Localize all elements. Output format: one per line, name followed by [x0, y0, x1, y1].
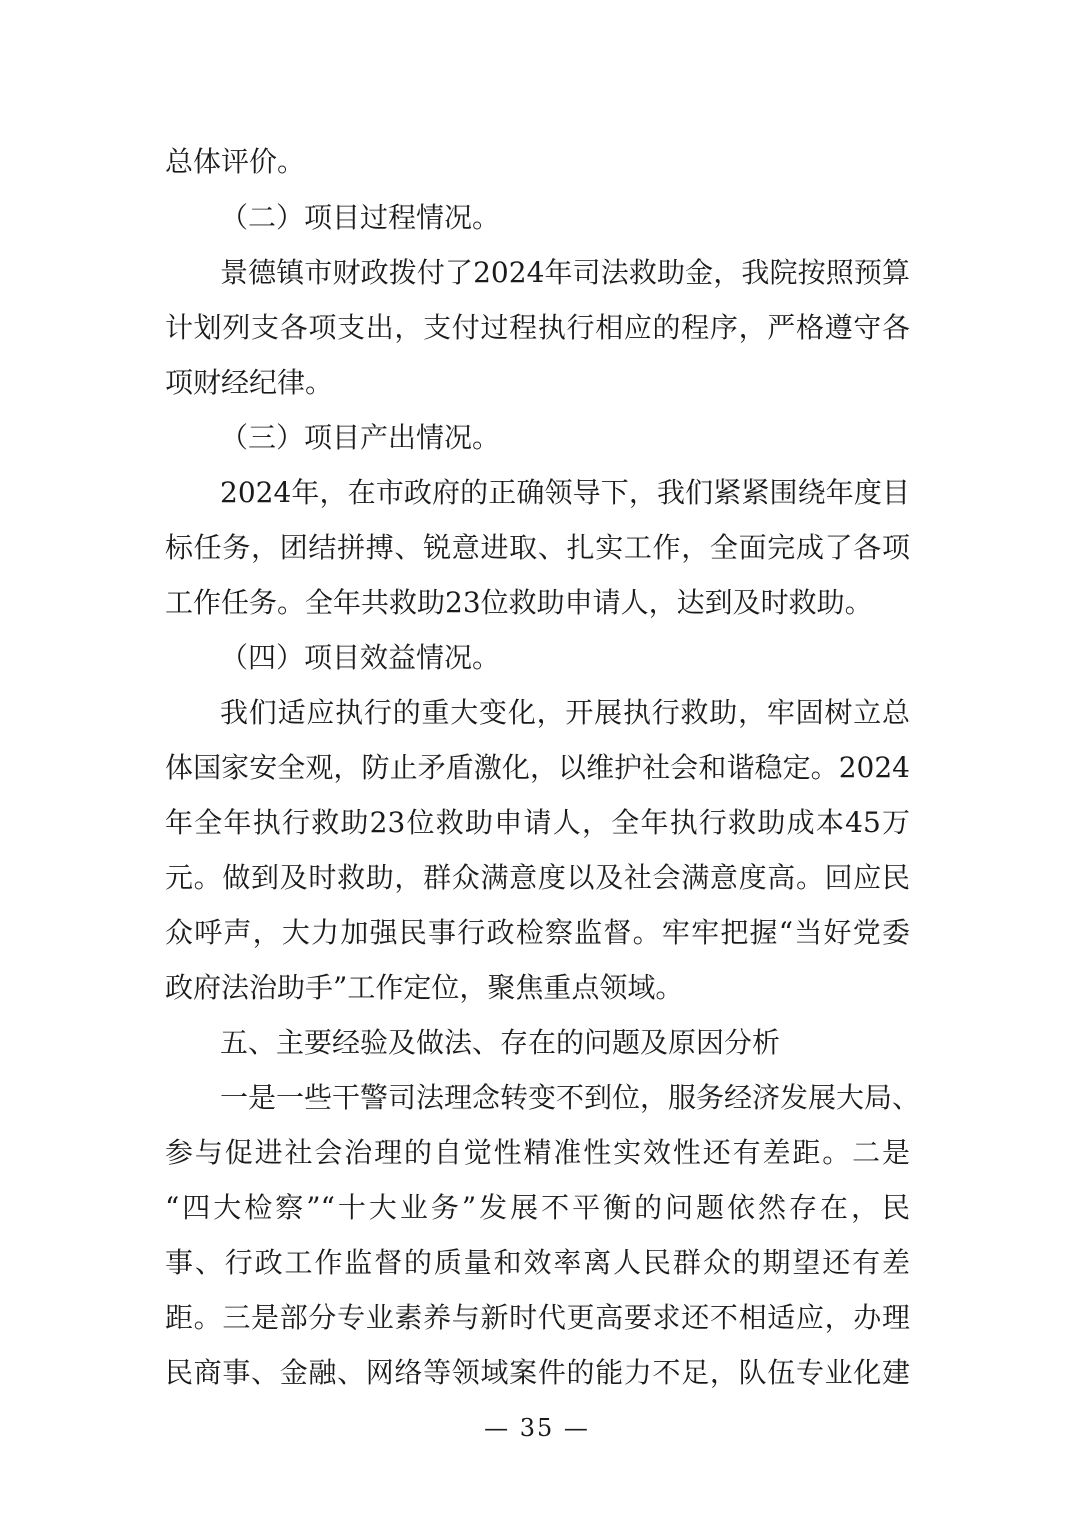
paragraph-line: 标任务，团结拼搏、锐意进取、扎实工作，全面完成了各项 — [165, 531, 910, 564]
paragraph-line: 政府法治助手”工作定位，聚焦重点领域。 — [165, 971, 684, 1004]
section-heading: （二）项目过程情况。 — [220, 201, 501, 234]
paragraph-line: 距。三是部分专业素养与新时代更高要求还不相适应，办理 — [165, 1301, 910, 1334]
paragraph-line: 工作任务。全年共救助23位救助申请人，达到及时救助。 — [165, 586, 873, 619]
paragraph-line: 我们适应执行的重大变化，开展执行救助，牢固树立总 — [220, 696, 910, 729]
paragraph-line: 元。做到及时救助，群众满意度以及社会满意度高。回应民 — [165, 861, 910, 894]
paragraph-line: 事、行政工作监督的质量和效率离人民群众的期望还有差 — [165, 1246, 910, 1279]
paragraph-line: 2024年，在市政府的正确领导下，我们紧紧围绕年度目 — [220, 476, 910, 509]
section-heading: （四）项目效益情况。 — [220, 641, 501, 674]
paragraph-line: 计划列支各项支出，支付过程执行相应的程序，严格遵守各 — [165, 311, 910, 344]
paragraph-line: 年全年执行救助23位救助申请人，全年执行救助成本45万 — [165, 806, 910, 839]
section-heading: 五、主要经验及做法、存在的问题及原因分析 — [220, 1026, 781, 1059]
paragraph-line: 民商事、金融、网络等领域案件的能力不足，队伍专业化建 — [165, 1356, 910, 1389]
section-heading: （三）项目产出情况。 — [220, 421, 501, 454]
paragraph-line: 体国家安全观，防止矛盾激化，以维护社会和谐稳定。2024 — [165, 751, 910, 784]
paragraph-line: 项财经纪律。 — [165, 366, 334, 399]
paragraph-line: 参与促进社会治理的自觉性精准性实效性还有差距。二是 — [165, 1136, 910, 1169]
page-number: — 35 — — [484, 1414, 590, 1442]
paragraph-line: “四大检察”“十大业务”发展不平衡的问题依然存在，民 — [165, 1191, 910, 1224]
paragraph-line: 一是一些干警司法理念转变不到位，服务经济发展大局、 — [220, 1081, 921, 1114]
paragraph-line: 众呼声，大力加强民事行政检察监督。牢牢把握“当好党委 — [165, 916, 910, 949]
paragraph-line: 总体评价。 — [165, 145, 306, 178]
paragraph-line: 景德镇市财政拨付了2024年司法救助金，我院按照预算 — [220, 256, 910, 289]
